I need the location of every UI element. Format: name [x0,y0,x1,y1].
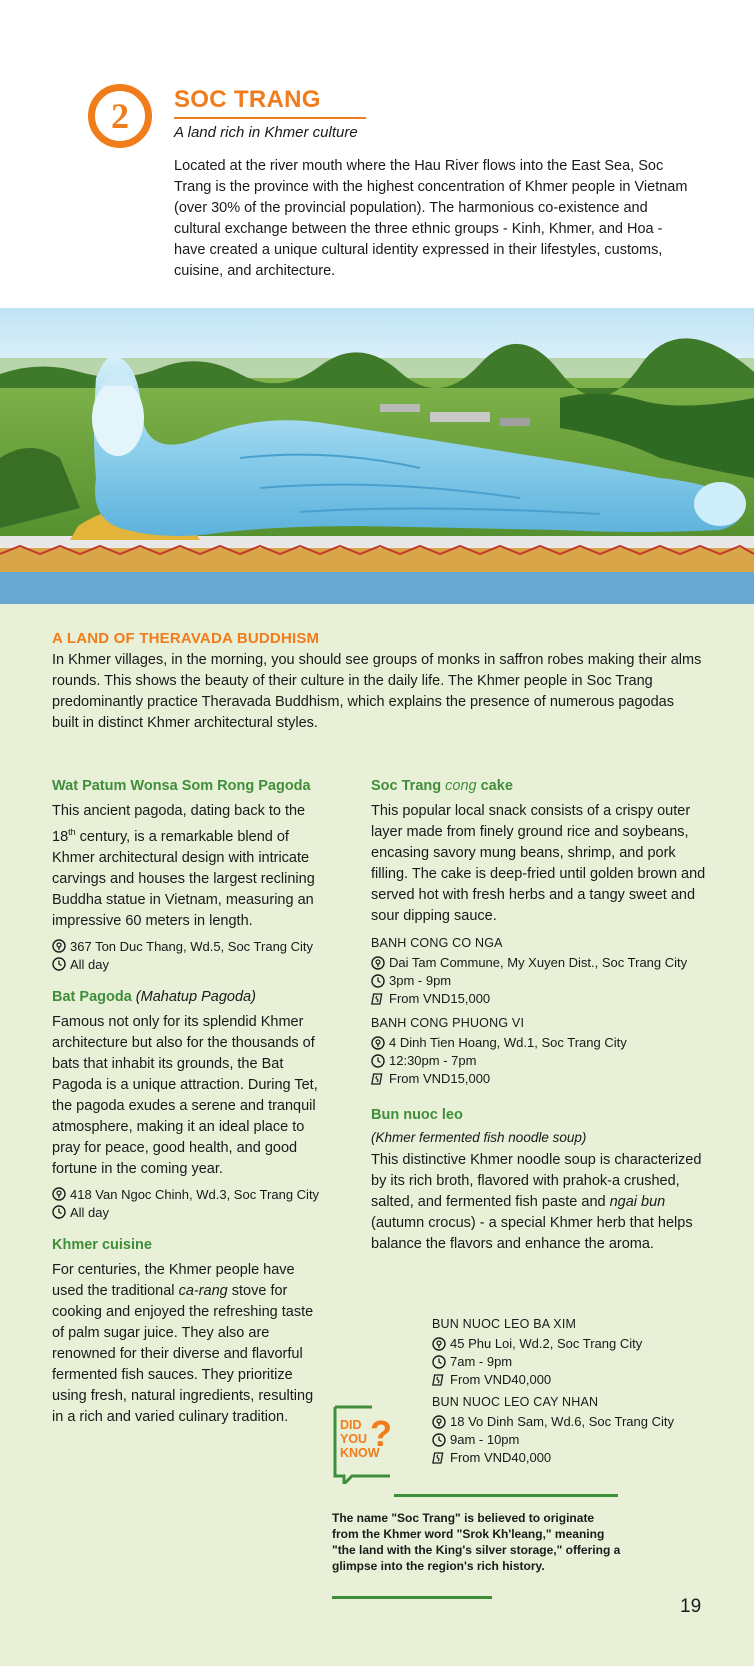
khmer-cuisine-block [52,1235,320,1428]
header [0,0,754,308]
title-block [174,86,366,141]
venue-hours: 7am - 9pm [432,1353,722,1370]
venue-hours: 3pm - 9pm [371,972,711,989]
photo-illustration [0,308,754,604]
did-you-know-top-rule [394,1494,618,1497]
clock-icon [432,1431,450,1448]
section-title: A LAND OF THERAVADA BUDDHISM [52,630,320,647]
page-title: SOC TRANG [174,86,366,119]
chapter-number-badge [88,84,152,148]
bat-pagoda-title: Bat Pagoda (Mahatup Pagoda) [52,988,256,1005]
location-pin-icon [432,1335,450,1352]
venue-name: BANH CONG PHUONG VI [371,1016,525,1030]
venue-price: From VND40,000 [432,1449,722,1466]
did-you-know-text: The name "Soc Trang" is believed to originate from the Khmer word "Srok Kh'leang," meaning "the land with the King's silver storage," offering a glimpse into the region's rich history. [332,1511,621,1573]
clock-icon [52,956,70,973]
location-pin-icon [52,938,70,955]
venue-address: 18 Vo Dinh Sam, Wd.6, Soc Trang City [432,1413,722,1430]
venue-price: From VND40,000 [432,1371,722,1388]
wat-pagoda-hours: All day [52,956,320,973]
question-mark-icon: ? [370,1413,392,1454]
wat-pagoda-block [52,776,320,973]
left-column [52,776,320,1446]
page-number: 19 [680,1596,702,1617]
venue-name: BANH CONG CO NGA [371,936,503,950]
location-pin-icon [52,1186,70,1203]
venue-price: From VND15,000 [371,1070,711,1087]
venue-address: Dai Tam Commune, My Xuyen Dist., Soc Trang City [371,954,711,971]
bat-pagoda-body: Famous not only for its splendid Khmer architecture but also for the thousands of bats that inhabit its grounds, the Bat Pagoda is a unique attraction. During Tet, the pagoda exudes a serene and tranquil atmosphere, making it an ideal place to pray for peace, good health, and good fortune in the coming year. [52,1013,318,1177]
page-subtitle: A land rich in Khmer culture [174,124,358,141]
bat-pagoda-address: 418 Van Ngoc Chinh, Wd.3, Soc Trang City [52,1186,320,1203]
khmer-cuisine-body: For centuries, the Khmer people have used the traditional ca-rang stove for cooking and enjoyed the refreshing taste of palm sugar juice. They also are renowned for their diverse and flavorful fermented fish sauces. They prioritize using fresh, natural ingredients, resulting in a rich and varied culinary tradition. [52,1261,314,1425]
wat-pagoda-title: Wat Patum Wonsa Som Rong Pagoda [52,778,311,794]
bun-nuoc-leo-title: Bun nuoc leo [371,1107,463,1123]
cong-cake-body: This popular local snack consists of a crispy outer layer made from finely ground rice and soybeans, encasing savory mung beans, shrimp, and pork filling. The cake is deep-fried until golden brown and served hot with fresh herbs and a tangy sweet and sour dipping sauce. [371,803,706,924]
venue-address: 4 Dinh Tien Hoang, Wd.1, Soc Trang City [371,1034,711,1051]
did-you-know-bottom-rule [332,1596,492,1599]
clock-icon [52,1204,70,1221]
clock-icon [371,972,389,989]
did-you-know-label: DID YOU KNOW [340,1418,380,1460]
right-column [371,776,711,1273]
chapter-number: 2 [111,96,129,136]
price-tag-icon [432,1371,450,1388]
price-tag-icon [432,1449,450,1466]
bat-pagoda-hours: All day [52,1204,320,1221]
bun-venue-list [432,1316,722,1467]
clock-icon [432,1353,450,1370]
location-pin-icon [371,1034,389,1051]
clock-icon [371,1052,389,1069]
did-you-know-badge [332,1404,394,1484]
cong-cake-block [371,776,711,1087]
price-tag-icon [371,1070,389,1087]
reclining-buddha-photo [0,308,754,604]
intro-paragraph: Located at the river mouth where the Hau River flows into the East Sea, Soc Trang is the province with the highest concentration of Khmer people in Vietnam (over 30% of the provincial population). The harmonious co-existence and cultural exchange between the three ethnic groups - Kinh, Khmer, and Hoa - have created a unique cultural identity expressed in their lifestyles, customs, cuisine, and architecture. [174,158,688,279]
bat-pagoda-block [52,987,320,1221]
price-tag-icon [371,990,389,1007]
section-body: In Khmer villages, in the morning, you should see groups of monks in saffron robes making their alms rounds. This shows the beauty of their culture in the daily life. The Khmer people in Soc Trang predominantly practice Theravada Buddhism, which explains the presence of numerous pagodas built in distinct Khmer architectural styles. [52,652,702,731]
wat-pagoda-body: This ancient pagoda, dating back to the 18th century, is a remarkable blend of Khmer architectural design with intricate carvings and houses the largest reclining Buddha statue in Vietnam, measuring an impressive 60 meters in length. [52,803,315,929]
bun-nuoc-leo-body: This distinctive Khmer noodle soup is characterized by its rich broth, flavored with prahok-a crushed, salted, and fermented fish paste and ngai bun (autumn crocus) - a special Khmer herb that helps balance the flavors and enhance the aroma. [371,1152,702,1252]
location-pin-icon [371,954,389,971]
wat-pagoda-address: 367 Ton Duc Thang, Wd.5, Soc Trang City [52,938,320,955]
venue-name: BUN NUOC LEO CAY NHAN [432,1395,599,1409]
venue-hours: 12:30pm - 7pm [371,1052,711,1069]
bun-nuoc-leo-subtitle: (Khmer fermented fish noodle soup) [371,1130,587,1145]
venue-address: 45 Phu Loi, Wd.2, Soc Trang City [432,1335,722,1352]
venue-name: BUN NUOC LEO BA XIM [432,1317,577,1331]
location-pin-icon [432,1413,450,1430]
bun-nuoc-leo-block [371,1105,711,1255]
khmer-cuisine-title: Khmer cuisine [52,1236,152,1253]
cong-cake-title: Soc Trang cong cake [371,778,513,794]
venue-hours: 9am - 10pm [432,1431,722,1448]
venue-price: From VND15,000 [371,990,711,1007]
